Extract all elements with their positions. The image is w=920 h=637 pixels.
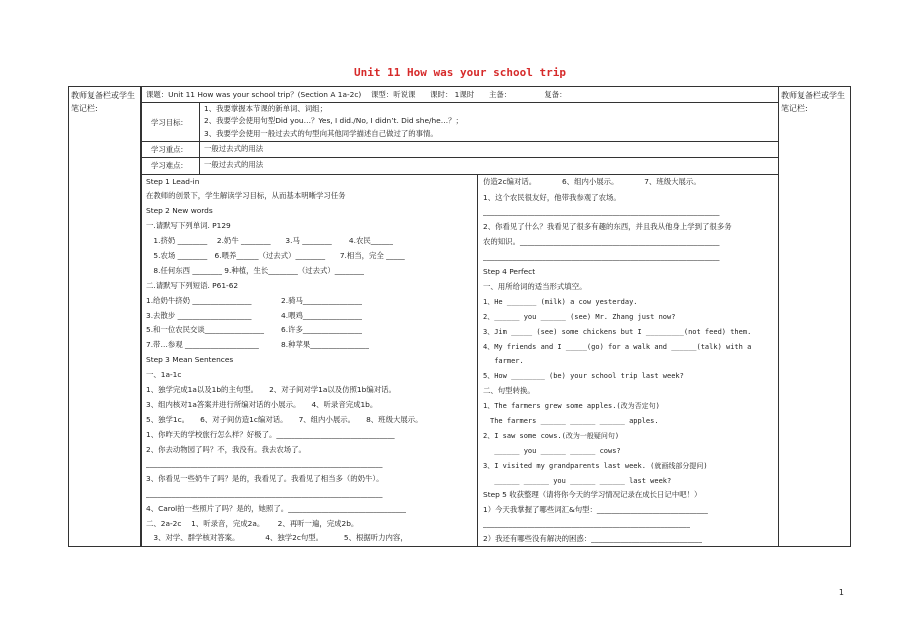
right-line: 1、这个农民很友好，他带我参观了农场。 (483, 193, 621, 202)
left-line: 5、独学1c。 6、对子间仿造1c编对话。 7、组内小展示。 8、班级大展示。 (146, 415, 423, 424)
left-line: 二、2a-2c 1、听录音，完成2a。 2、再听一遍，完成2b。 (146, 519, 359, 528)
right-line: The farmers ______ ______ ______ apples. (483, 417, 659, 425)
right-line: 1）今天我掌握了哪些词汇&句型：______________________________ (483, 505, 708, 514)
right-line: 二、句型转换。 (483, 386, 535, 395)
left-note-label: 教师复备栏或学生笔记栏: (71, 91, 135, 113)
lesson-topic: 课题：Unit 11 How was your school trip？(Section A 1a-2c) 课型：听说课 课时： 1课时 主备： 复备： (146, 90, 567, 99)
focus-label: 学习重点: (151, 145, 184, 154)
left-line: 8.任何东西 ________ 9.种植，生长________（过去式）________ (146, 266, 365, 275)
left-line: 1、独学完成1a以及1b的主句型。 2、对子间对学1a以及仿照1b编对话。 (146, 385, 396, 394)
right-line: farmer. (483, 357, 524, 365)
left-line: 2、你去动物园了吗？不，我没有。我去农场了。 (146, 445, 306, 454)
left-line: 3、对学、群学核对答案。 4、独学2c句型。 5、根据听力内容， (146, 533, 408, 542)
goal-1: 1、我要掌握本节课的新单词、词组； (204, 104, 327, 113)
goal-3: 3、我要学会使用一般过去式的句型向其他同学描述自己做过了的事情。 (204, 129, 438, 138)
document-title: Unit 11 How was your school trip (354, 66, 566, 79)
right-line: 仿造2c编对话。 6、组内小展示。 7、班级大展示。 (483, 177, 701, 186)
divider (141, 102, 779, 103)
left-line: 5.和一位农民交谈________________ 6.许多________________ (146, 325, 363, 334)
left-line: 1.挤奶 ________ 2.奶牛 ________ 3.马 ________ 4.农民______ (146, 236, 393, 245)
divider (199, 102, 200, 174)
right-line: Step 5 收获整理（请将你今天的学习情况记录在成长日记中吧！） (483, 490, 702, 499)
right-note-label: 教师复备栏或学生笔记栏: (781, 91, 845, 113)
left-line: 3.去散步 ____________________ 4.喂鸡________________ (146, 311, 362, 320)
left-line: Step 1 Lead-in (146, 177, 200, 186)
left-line: 在教师的创景下，学生解读学习目标，从而基本明晰学习任务 (146, 191, 346, 200)
left-line: 3、你看见一些奶牛了吗？是的，我看见了。我看见了相当多（的奶牛）。 (146, 474, 384, 483)
left-note-column (68, 86, 141, 547)
left-line: 一、1a-1c (146, 370, 182, 379)
right-line: ________________________________________________________________ (483, 252, 720, 261)
right-line: 2、______ you ______ (see) Mr. Zhang just now? (483, 313, 676, 321)
right-line: 1、The farmers grew some apples.(改为否定句) (483, 402, 660, 410)
right-note-column (778, 86, 851, 547)
right-line: 3、Jim _____ (see) some chickens but I _________(not feed) them. (483, 328, 752, 336)
left-line: 一.请默写下列单词. P129 (146, 221, 231, 230)
left-line: Step 3 Mean Sentences (146, 355, 234, 364)
difficulty-label: 学习难点: (151, 161, 184, 170)
right-line: 一、用所给词的适当形式填空。 (483, 282, 587, 291)
left-line: 5.农场 ________ 6.喂养______（过去式）________ 7.相当，完全 _____ (146, 251, 405, 260)
divider (141, 157, 779, 158)
right-line: ______ ______ you ______ ______ last week? (483, 477, 672, 485)
right-line: 2、I saw some cows.(改为一般疑问句) (483, 432, 620, 440)
right-line: 农的知识。______________________________________________________ (483, 237, 720, 246)
left-line: 二.请默写下列短语. P61-62 (146, 281, 239, 290)
left-line: Step 2 New words (146, 206, 213, 215)
left-line: ________________________________________________________________ (146, 489, 383, 498)
difficulty-value: 一般过去式的用法 (204, 160, 264, 169)
left-line: 3、组内核对1a答案并进行所编对话的小展示。 4、听录音完成1b。 (146, 400, 378, 409)
right-line: 4、My friends and I _____(go) for a walk and ______(talk) with a (483, 343, 752, 351)
focus-value: 一般过去式的用法 (204, 144, 264, 153)
right-line: ______ you ______ ______ cows? (483, 447, 621, 455)
right-line: 5、How ________ (be) your school trip last week? (483, 372, 684, 380)
left-line: 1.给奶牛挤奶 ________________ 2.骑马________________ (146, 296, 363, 305)
right-line: 2）我还有哪些没有解决的困惑：______________________________ (483, 534, 703, 543)
goal-2: 2、我要学会使用句型Did you…？Yes, I did./No, I didn’t. Did she/he…？； (204, 116, 463, 125)
divider (141, 174, 779, 175)
goals-label: 学习目标: (151, 118, 184, 127)
left-line: 4、Carol拍一些照片了吗？是的，她照了。________________________________ (146, 504, 407, 513)
right-line: 1、He _______ (milk) a cow yesterday. (483, 298, 638, 306)
right-line: 2、你看见了什么？我看见了很多有趣的东西，并且我从他身上学到了很多务 (483, 222, 732, 231)
right-line: Step 4 Perfect (483, 267, 536, 276)
right-line: 3、I visited my grandparents last week. (就画线部分提问) (483, 462, 708, 470)
divider (141, 141, 779, 142)
page-number: 1 (838, 588, 844, 597)
right-line: ________________________________________________________ (483, 519, 690, 528)
left-line: 1、你昨天的学校旅行怎么样？好极了。________________________________ (146, 430, 395, 439)
column-divider (477, 174, 478, 547)
left-line: ________________________________________________________________ (146, 459, 383, 468)
right-line: ________________________________________________________________ (483, 207, 720, 216)
left-line: 7.带…参观 ____________________ 8.种苹果________________ (146, 340, 370, 349)
